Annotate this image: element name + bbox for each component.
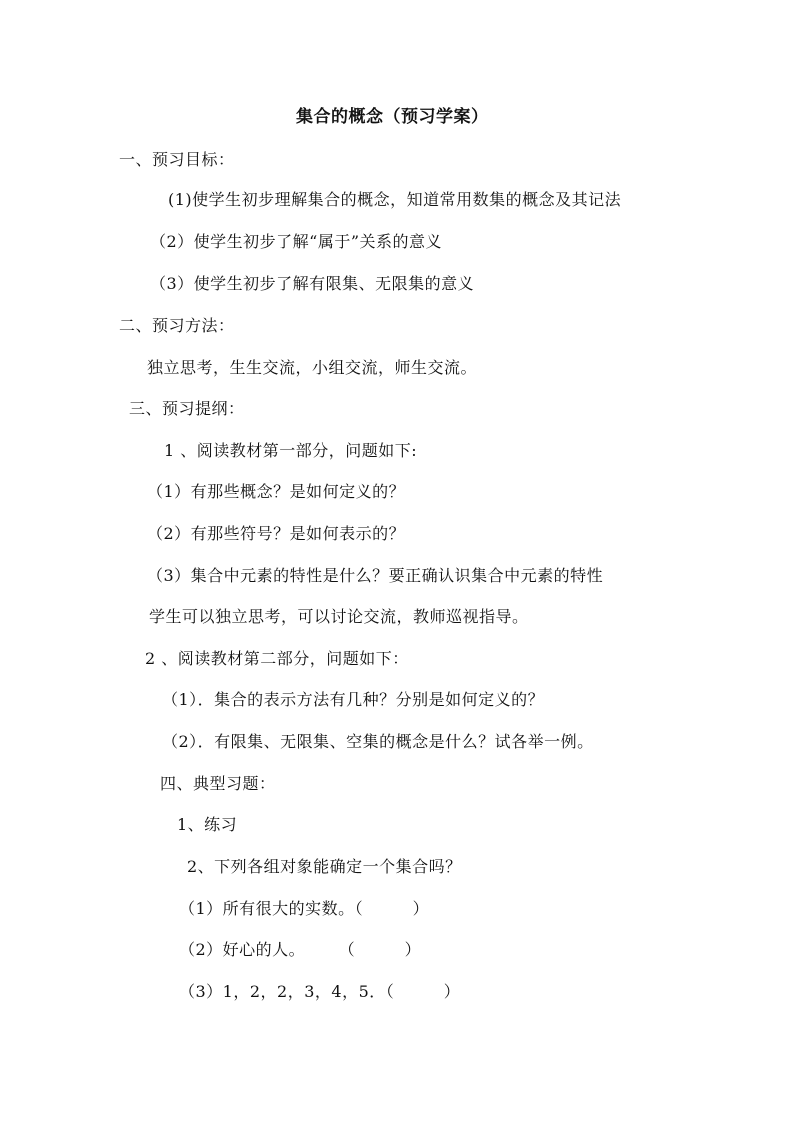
section1-item-1: (1)使学生初步理解集合的概念，知道常用数集的概念及其记法 (168, 190, 622, 209)
section3-part1-item-1: （1）有那些概念？是如何定义的？ (147, 482, 406, 501)
document-title: 集合的概念（预习学案） (296, 107, 489, 127)
section3-heading: 三、预习提纲： (129, 399, 245, 418)
section4-heading: 四、典型习题： (160, 774, 276, 793)
section3-part1-item-2: （2）有那些符号？是如何表示的？ (147, 524, 406, 543)
section1-item-2: （2）使学生初步了解“属于”关系的意义 (150, 232, 443, 251)
section3-part1-heading: 1 、阅读教材第一部分，问题如下: (164, 441, 418, 460)
section2-body: 独立思考，生生交流，小组交流，师生交流。 (147, 358, 478, 377)
section4-item-1: 1、练习 (177, 815, 238, 834)
section3-part2-item-1: （1）．集合的表示方法有几种？分别是如何定义的？ (162, 690, 545, 709)
section4-question-2: （2）好心的人。 （ ） (179, 940, 422, 959)
section4-question-3: （3）1，2，2，3，4，5．（ ） (179, 982, 461, 1001)
section1-item-3: （3）使学生初步了解有限集、无限集的意义 (150, 274, 475, 293)
section3-part2-item-2: （2）．有限集、无限集、空集的概念是什么？试各举一例。 (162, 732, 594, 751)
section2-heading: 二、预习方法： (119, 316, 235, 335)
section3-part2-heading: 2 、阅读教材第二部分，问题如下： (145, 649, 409, 668)
section1-heading: 一、预习目标： (119, 150, 235, 169)
section4-question-1: （1）所有很大的实数。（ ） (179, 899, 430, 918)
section3-part1-item-3: （3）集合中元素的特性是什么？要正确认识集合中元素的特性 (147, 566, 604, 585)
section4-item-2: 2、下列各组对象能确定一个集合吗？ (187, 857, 462, 876)
section3-part1-note: 学生可以独立思考，可以讨论交流，教师巡视指导。 (149, 607, 529, 626)
